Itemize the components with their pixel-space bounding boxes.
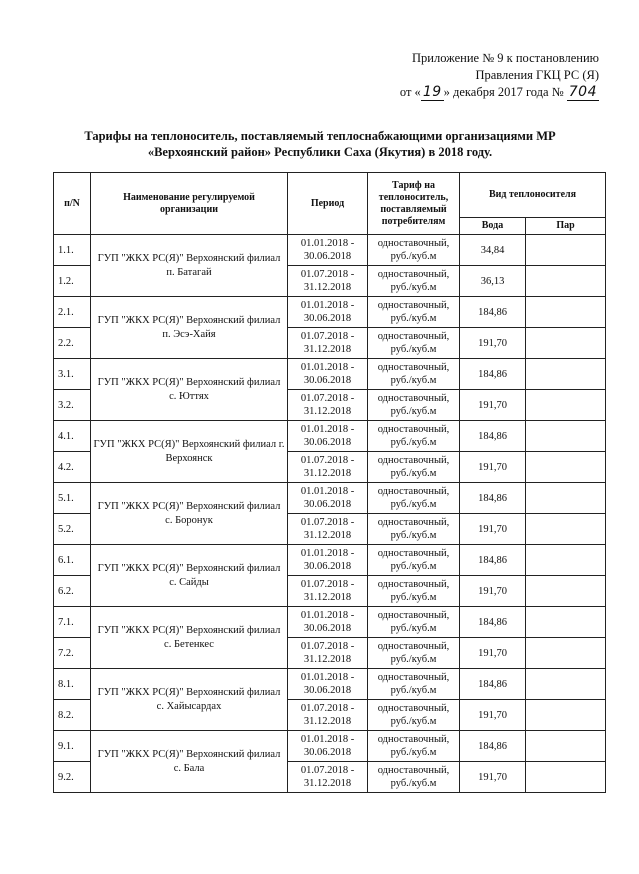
steam-value-cell <box>526 700 606 731</box>
annex-header <box>400 50 599 101</box>
organization-name: ГУП "ЖКХ РС(Я)" Верхоянский филиал с. Сайды <box>91 545 288 607</box>
organization-name: ГУП "ЖКХ РС(Я)" Верхоянский филиал п. Батагай <box>91 235 288 297</box>
row-number: 2.2. <box>54 328 91 359</box>
period-cell: 01.01.2018 - 30.06.2018 <box>288 607 368 638</box>
table-row <box>54 297 606 328</box>
tariff-unit-cell: одноставочный, руб./куб.м <box>368 638 460 669</box>
steam-value-cell <box>526 514 606 545</box>
table-row <box>54 731 606 762</box>
period-cell: 01.01.2018 - 30.06.2018 <box>288 297 368 328</box>
period-cell: 01.07.2018 - 31.12.2018 <box>288 452 368 483</box>
water-value-cell: 191,70 <box>460 700 526 731</box>
row-number: 7.1. <box>54 607 91 638</box>
tariff-unit-cell: одноставочный, руб./куб.м <box>368 669 460 700</box>
water-value-cell: 191,70 <box>460 576 526 607</box>
row-number: 6.1. <box>54 545 91 576</box>
annex-date-prefix: от « <box>399 85 421 99</box>
period-cell: 01.01.2018 - 30.06.2018 <box>288 483 368 514</box>
steam-value-cell <box>526 452 606 483</box>
organization-name: ГУП "ЖКХ РС(Я)" Верхоянский филиал с. Боронук <box>91 483 288 545</box>
table-row <box>54 545 606 576</box>
tariff-unit-cell: одноставочный, руб./куб.м <box>368 545 460 576</box>
tariff-table <box>53 172 606 793</box>
organization-name: ГУП "ЖКХ РС(Я)" Верхоянский филиал г. Верхоянск <box>91 421 288 483</box>
water-value-cell: 191,70 <box>460 452 526 483</box>
organization-name: ГУП "ЖКХ РС(Я)" Верхоянский филиал п. Эсэ-Хайя <box>91 297 288 359</box>
steam-value-cell <box>526 328 606 359</box>
tariff-unit-cell: одноставочный, руб./куб.м <box>368 421 460 452</box>
tariff-unit-cell: одноставочный, руб./куб.м <box>368 359 460 390</box>
water-value-cell: 34,84 <box>460 235 526 266</box>
water-value-cell: 191,70 <box>460 762 526 793</box>
period-cell: 01.07.2018 - 31.12.2018 <box>288 576 368 607</box>
header-num: п/N <box>54 173 91 235</box>
tariff-unit-cell: одноставочный, руб./куб.м <box>368 576 460 607</box>
annex-date-line <box>400 84 599 101</box>
period-cell: 01.07.2018 - 31.12.2018 <box>288 328 368 359</box>
row-number: 1.1. <box>54 235 91 266</box>
period-cell: 01.07.2018 - 31.12.2018 <box>288 266 368 297</box>
period-cell: 01.07.2018 - 31.12.2018 <box>288 514 368 545</box>
steam-value-cell <box>526 607 606 638</box>
steam-value-cell <box>526 762 606 793</box>
table-row <box>54 607 606 638</box>
steam-value-cell <box>526 359 606 390</box>
tariff-unit-cell: одноставочный, руб./куб.м <box>368 266 460 297</box>
steam-value-cell <box>526 638 606 669</box>
water-value-cell: 191,70 <box>460 514 526 545</box>
water-value-cell: 184,86 <box>460 483 526 514</box>
tariff-unit-cell: одноставочный, руб./куб.м <box>368 452 460 483</box>
steam-value-cell <box>526 297 606 328</box>
period-cell: 01.01.2018 - 30.06.2018 <box>288 731 368 762</box>
water-value-cell: 184,86 <box>460 297 526 328</box>
row-number: 7.2. <box>54 638 91 669</box>
water-value-cell: 184,86 <box>460 359 526 390</box>
water-value-cell: 184,86 <box>460 421 526 452</box>
document-title <box>60 128 580 160</box>
tariff-unit-cell: одноставочный, руб./куб.м <box>368 483 460 514</box>
row-number: 3.2. <box>54 390 91 421</box>
row-number: 6.2. <box>54 576 91 607</box>
organization-name: ГУП "ЖКХ РС(Я)" Верхоянский филиал с. Юттях <box>91 359 288 421</box>
steam-value-cell <box>526 669 606 700</box>
header-organization: Наименование регулируемой организации <box>91 173 288 235</box>
water-value-cell: 184,86 <box>460 669 526 700</box>
header-coolant-kind: Вид теплоносителя <box>460 173 606 218</box>
steam-value-cell <box>526 266 606 297</box>
tariff-unit-cell: одноставочный, руб./куб.м <box>368 297 460 328</box>
steam-value-cell <box>526 421 606 452</box>
steam-value-cell <box>526 576 606 607</box>
row-number: 3.1. <box>54 359 91 390</box>
period-cell: 01.01.2018 - 30.06.2018 <box>288 359 368 390</box>
row-number: 8.1. <box>54 669 91 700</box>
period-cell: 01.07.2018 - 31.12.2018 <box>288 700 368 731</box>
steam-value-cell <box>526 731 606 762</box>
steam-value-cell <box>526 545 606 576</box>
water-value-cell: 191,70 <box>460 638 526 669</box>
water-value-cell: 191,70 <box>460 390 526 421</box>
steam-value-cell <box>526 390 606 421</box>
tariff-unit-cell: одноставочный, руб./куб.м <box>368 762 460 793</box>
handwritten-number: 704 <box>568 84 597 100</box>
period-cell: 01.01.2018 - 30.06.2018 <box>288 421 368 452</box>
annex-date-mid: » декабря 2017 года № <box>443 85 564 99</box>
table-row <box>54 483 606 514</box>
tariff-unit-cell: одноставочный, руб./куб.м <box>368 390 460 421</box>
table-body <box>54 235 606 793</box>
row-number: 9.2. <box>54 762 91 793</box>
row-number: 5.1. <box>54 483 91 514</box>
period-cell: 01.07.2018 - 31.12.2018 <box>288 390 368 421</box>
steam-value-cell <box>526 235 606 266</box>
tariff-unit-cell: одноставочный, руб./куб.м <box>368 731 460 762</box>
row-number: 2.1. <box>54 297 91 328</box>
steam-value-cell <box>526 483 606 514</box>
period-cell: 01.01.2018 - 30.06.2018 <box>288 235 368 266</box>
header-steam: Пар <box>526 218 606 235</box>
period-cell: 01.01.2018 - 30.06.2018 <box>288 545 368 576</box>
table-header-row <box>54 173 606 218</box>
organization-name: ГУП "ЖКХ РС(Я)" Верхоянский филиал с. Хайысардах <box>91 669 288 731</box>
water-value-cell: 184,86 <box>460 545 526 576</box>
title-line-2: «Верхоянский район» Республики Саха (Якутия) в 2018 году. <box>147 145 493 159</box>
title-line-1: Тарифы на теплоноситель, поставляемый теплоснабжающими организациями МР <box>84 129 556 143</box>
annex-line-1: Приложение № 9 к постановлению <box>412 51 599 65</box>
row-number: 9.1. <box>54 731 91 762</box>
header-tariff: Тариф на теплоноситель, поставляемый потребителям <box>368 173 460 235</box>
row-number: 5.2. <box>54 514 91 545</box>
table-row <box>54 235 606 266</box>
tariff-unit-cell: одноставочный, руб./куб.м <box>368 235 460 266</box>
header-period: Период <box>288 173 368 235</box>
period-cell: 01.07.2018 - 31.12.2018 <box>288 638 368 669</box>
tariff-unit-cell: одноставочный, руб./куб.м <box>368 328 460 359</box>
water-value-cell: 36,13 <box>460 266 526 297</box>
row-number: 8.2. <box>54 700 91 731</box>
water-value-cell: 184,86 <box>460 607 526 638</box>
table-row <box>54 421 606 452</box>
row-number: 4.1. <box>54 421 91 452</box>
organization-name: ГУП "ЖКХ РС(Я)" Верхоянский филиал с. Бала <box>91 731 288 793</box>
tariff-unit-cell: одноставочный, руб./куб.м <box>368 514 460 545</box>
row-number: 4.2. <box>54 452 91 483</box>
header-water: Вода <box>460 218 526 235</box>
period-cell: 01.07.2018 - 31.12.2018 <box>288 762 368 793</box>
tariff-unit-cell: одноставочный, руб./куб.м <box>368 607 460 638</box>
table-row <box>54 669 606 700</box>
annex-line-2: Правления ГКЦ РС (Я) <box>475 68 599 82</box>
row-number: 1.2. <box>54 266 91 297</box>
period-cell: 01.01.2018 - 30.06.2018 <box>288 669 368 700</box>
tariff-unit-cell: одноставочный, руб./куб.м <box>368 700 460 731</box>
handwritten-day: 19 <box>422 84 442 100</box>
water-value-cell: 184,86 <box>460 731 526 762</box>
organization-name: ГУП "ЖКХ РС(Я)" Верхоянский филиал с. Бетенкес <box>91 607 288 669</box>
water-value-cell: 191,70 <box>460 328 526 359</box>
table-row <box>54 359 606 390</box>
